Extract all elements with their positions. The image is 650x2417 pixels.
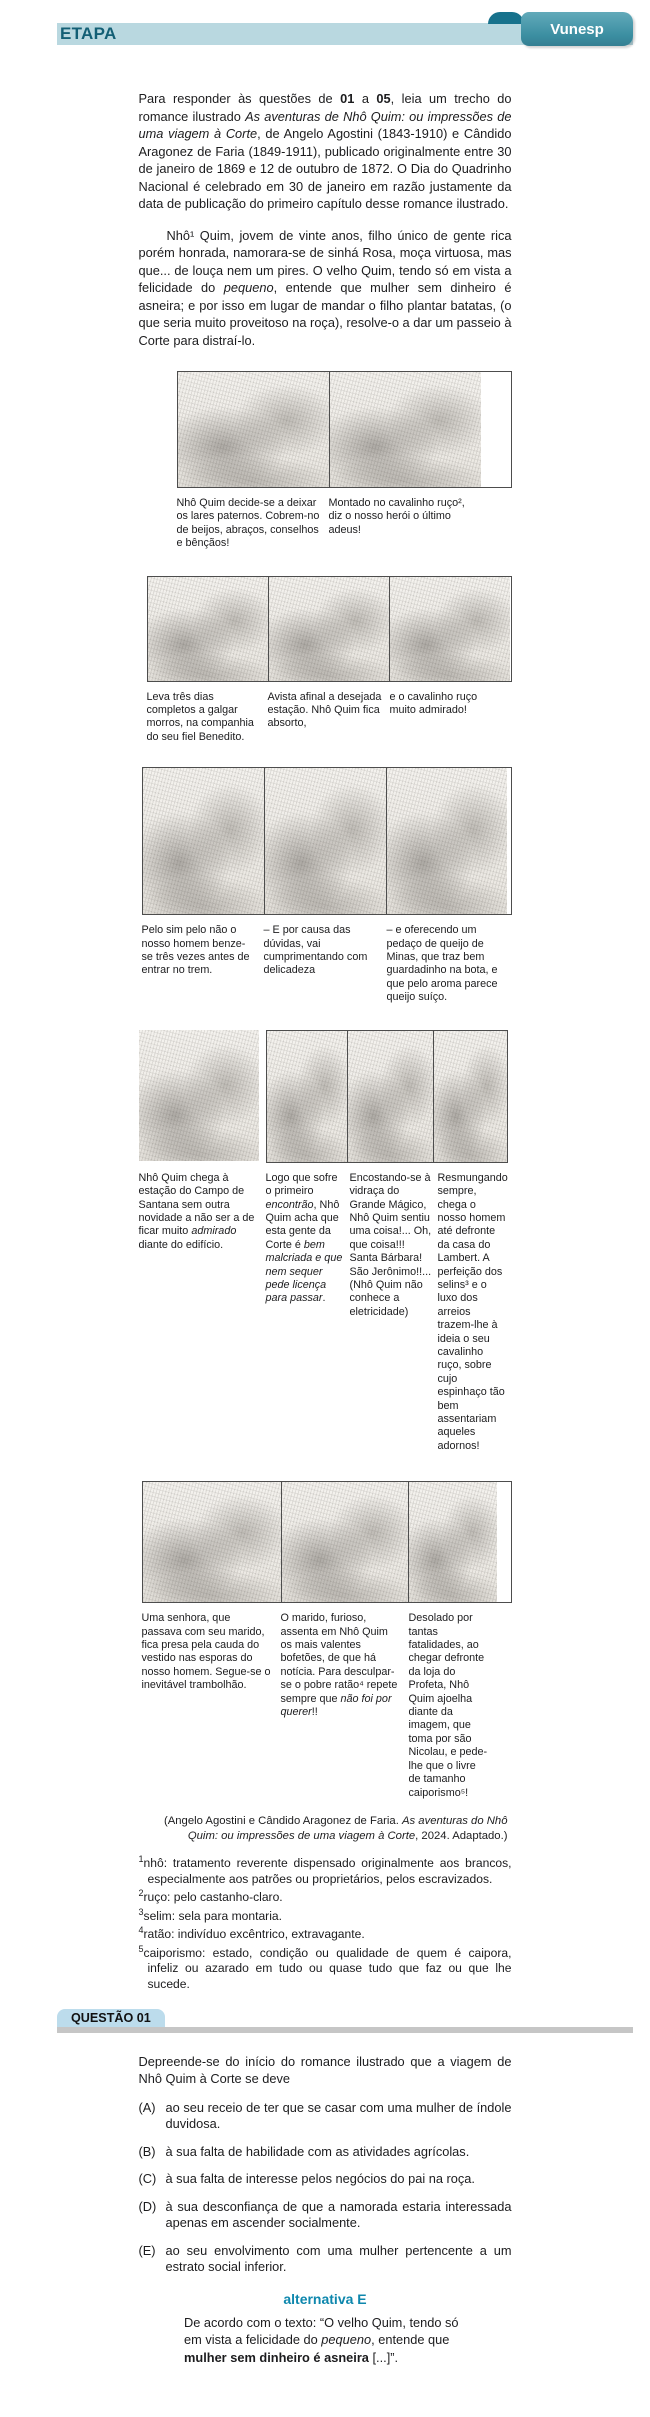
comic-panel-illustration	[347, 1031, 433, 1162]
source-attribution: (Angelo Agostini e Cândido Aragonez de Faria. As aventuras do Nhô Quim: ou impressões de uma viagem à Corte, 2024. Adaptado.)	[163, 1814, 508, 1842]
panel-caption: O marido, furioso, assenta em Nhô Quim os mais valentes bofetões, de que há notícia. Para desculpar-se o pobre ratão⁴ repete sempre que não foi por querer!!	[280, 1612, 398, 1719]
question-divider-rule	[57, 2027, 633, 2033]
comic-panel-illustration	[139, 1030, 259, 1161]
footnote-marker: 5	[138, 1943, 144, 1954]
comic-strip-3-panels	[142, 767, 512, 915]
comic-strip-3	[142, 767, 512, 1004]
intro-paragraph-1: Para responder às questões de 01 a 05, leia um trecho do romance ilustrado As aventuras de Nhô Quim: ou impressões de uma viagem à Corte, de Angelo Agostini (1843-1910) e Cândido Aragonez de Faria (1849-1911), publicado originalmente entre 30 de janeiro de 1869 e 12 de outubro de 1872. O Dia do Quadrinho Nacional é celebrado em 30 de janeiro em razão justamente da data de publicação do primeiro capítulo desse romance ilustrado.	[138, 91, 512, 211]
comic-panel-illustration	[433, 1031, 507, 1162]
footnote	[138, 1853, 512, 1887]
comic-panel-illustration	[386, 768, 507, 914]
panel-caption: Montado no cavalinho ruço², diz o nosso herói o último adeus!	[328, 497, 465, 536]
intro-paragraph-2: Nhô¹ Quim, jovem de vinte anos, filho único de gente rica porém honrada, namorara-se de sinhá Rosa, moça virtuosa, mas que... de louça nem um pires. O velho Quim, tendo só em vista a felicidade do pequeno, entende que mulher sem dinheiro é asneira; e por isso em lugar de mandar o filho plantar batatas, (o que seria muito proveitoso na roça), resolve-o a dar um passeio à Corte para distraí-lo.	[138, 227, 512, 348]
option-text: ao seu receio de ter que se casar com uma mulher de índole duvidosa.	[165, 2099, 512, 2132]
panel-caption: Pelo sim pelo não o nosso homem benze-se três vezes antes de entrar no trem.	[141, 924, 250, 977]
panel-caption: Desolado por tantas fatalidades, ao chegar defronte da loja do Profeta, Nhô Quim ajoelha diante da imagem, que toma por são Nicolau, e pede-lhe que o livre de tamanho caiporismo⁵!	[408, 1612, 488, 1799]
panel-caption: Uma senhora, que passava com seu marido, fica presa pela cauda do vestido nas esporas do nosso homem. Segue-se o inevitável trambolhão.	[141, 1612, 271, 1692]
etapa-logo: ETAPA	[60, 24, 117, 43]
comic-panel-illustration	[267, 1031, 347, 1162]
option-e	[139, 2243, 512, 2276]
passage-column	[139, 90, 512, 1993]
option-letter: (A)	[138, 2099, 156, 2115]
footnote-text: ruço: pelo castanho-claro.	[143, 1890, 283, 1905]
footnote	[139, 1890, 512, 1906]
comic-strip-1-captions	[177, 497, 512, 551]
comic-strip-1	[177, 371, 512, 551]
comic-panel-illustration	[148, 577, 268, 681]
comic-panel-illustration	[389, 577, 510, 681]
question-label-tab: QUESTÃO 01	[57, 2009, 165, 2027]
comic-panel-illustration	[329, 372, 481, 487]
option-text: à sua falta de interesse pelos negócios do pai na roça.	[165, 2171, 475, 2187]
footnote-text: ratão: indivíduo excêntrico, extravagante.	[143, 1927, 365, 1942]
comic-strip-5	[142, 1481, 512, 1800]
question-01-section	[0, 2009, 650, 2367]
comic-strip-2-captions	[147, 691, 512, 745]
footnote	[139, 1927, 512, 1943]
comic-strip-4	[139, 1030, 512, 1454]
option-letter: (C)	[138, 2171, 157, 2187]
footnotes-list	[138, 1853, 512, 1993]
footnote-text: selim: sela para montaria.	[143, 1908, 282, 1923]
footnote-marker: 2	[138, 1888, 144, 1899]
panel-caption: Leva três dias completos a galgar morros, na companhia do seu fiel Benedito.	[146, 690, 254, 743]
comic-strip-5-captions	[142, 1612, 512, 1800]
footnote-marker: 4	[138, 1925, 144, 1936]
comic-panel-illustration	[178, 372, 329, 487]
option-text: à sua desconfiança de que a namorada estaria interessada apenas em ascender socialmente.	[165, 2198, 512, 2231]
option-c	[139, 2171, 512, 2188]
option-b	[139, 2144, 512, 2161]
footnote-text: nhô: tratamento reverente dispensado originalmente aos brancos, especialmente aos patrões ou proprietários, pelos escravizados.	[143, 1855, 512, 1886]
option-d	[139, 2199, 512, 2232]
comic-panel-illustration	[143, 768, 264, 914]
option-a	[139, 2100, 512, 2133]
footnote-marker: 3	[138, 1906, 144, 1917]
comic-panel-illustration	[281, 1482, 408, 1602]
panel-caption: Logo que sofre o primeiro encontrão, Nhô Quim acha que esta gente da Corte é bem malcriada e que nem sequer pede licença para passar.	[265, 1171, 343, 1305]
option-letter: (E)	[138, 2242, 156, 2258]
comic-panel-illustration	[143, 1482, 281, 1602]
question-body	[139, 2053, 512, 2367]
panel-caption: Nhô Quim decide-se a deixar os lares paternos. Cobrem-no de beijos, abraços, conselhos e bênçãos!	[176, 497, 320, 550]
panel-caption: Encostando-se à vidraça do Grande Mágico, Nhô Quim sentiu uma coisa!... Oh, que coisa!!! Santa Bárbara! São Jerônimo!!... (Nhô Quim não conhece a eletricidade)	[349, 1171, 432, 1318]
comic-panel-illustration	[264, 768, 386, 914]
question-header	[0, 2009, 650, 2033]
footnote	[138, 1943, 512, 1993]
comic-strip-4-captions	[139, 1172, 512, 1454]
answer-explanation: De acordo com o texto: “O velho Quim, tendo só em vista a felicidade do pequeno, entende que mulher sem dinheiro é asneira [...]”.	[184, 2314, 459, 2365]
answer-label: alternativa E	[283, 2290, 367, 2307]
footnote-marker: 1	[138, 1853, 144, 1864]
comic-strip-2-panels	[147, 576, 512, 682]
comic-strip-3-captions	[142, 924, 512, 1004]
comic-strip-1-panels	[177, 371, 512, 488]
footnote	[138, 1906, 512, 1925]
comic-strip-4-panels	[139, 1030, 512, 1163]
option-text: à sua falta de habilidade com as atividades agrícolas.	[165, 2143, 470, 2159]
badge-tab-shape	[488, 12, 524, 24]
comic-strip-5-panels	[142, 1481, 512, 1603]
panel-caption: – E por causa das dúvidas, vai cumprimentando com delicadeza	[263, 924, 368, 977]
panel-caption: Avista afinal a desejada estação. Nhô Quim fica absorto,	[267, 690, 382, 730]
page-header	[0, 20, 650, 47]
comic-panel-illustration	[408, 1482, 497, 1602]
footnote-text: caiporismo: estado, condição ou qualidade de quem é caipora, infeliz ou azarado em tudo ou quase tudo que faz ou que lhe sucede.	[143, 1945, 512, 1992]
panel-caption: – e oferecendo um pedaço de queijo de Minas, que traz bem guardadinho na bota, e que pelo aroma parece queijo suíço.	[386, 924, 498, 1004]
option-text: ao seu envolvimento com uma mulher pertencente a um estrato social inferior.	[165, 2242, 512, 2275]
panel-caption: Nhô Quim chega à estação do Campo de Santana sem outra novidade a não ser a de ficar muito admirado diante do edifício.	[138, 1171, 255, 1251]
panel-caption: e o cavalinho ruço muito admirado!	[389, 690, 478, 717]
comic-strip-4-framed-group	[266, 1030, 508, 1163]
panel-caption: Resmungando sempre, chega o nosso homem até defronte da casa do Lambert. A perfeição dos selins³ e o luxo dos arreios trazem-lhe à ideia o seu cavalinho ruço, sobre cujo espinhaço tão bem assentariam aqueles adornos!	[437, 1171, 508, 1452]
vunesp-badge: Vunesp	[521, 12, 633, 46]
comic-panel-illustration	[268, 577, 389, 681]
option-letter: (D)	[138, 2198, 157, 2214]
question-stem: Depreende-se do início do romance ilustrado que a viagem de Nhô Quim à Corte se deve	[138, 2053, 512, 2086]
option-letter: (B)	[138, 2143, 156, 2159]
comic-strip-2	[147, 576, 512, 745]
